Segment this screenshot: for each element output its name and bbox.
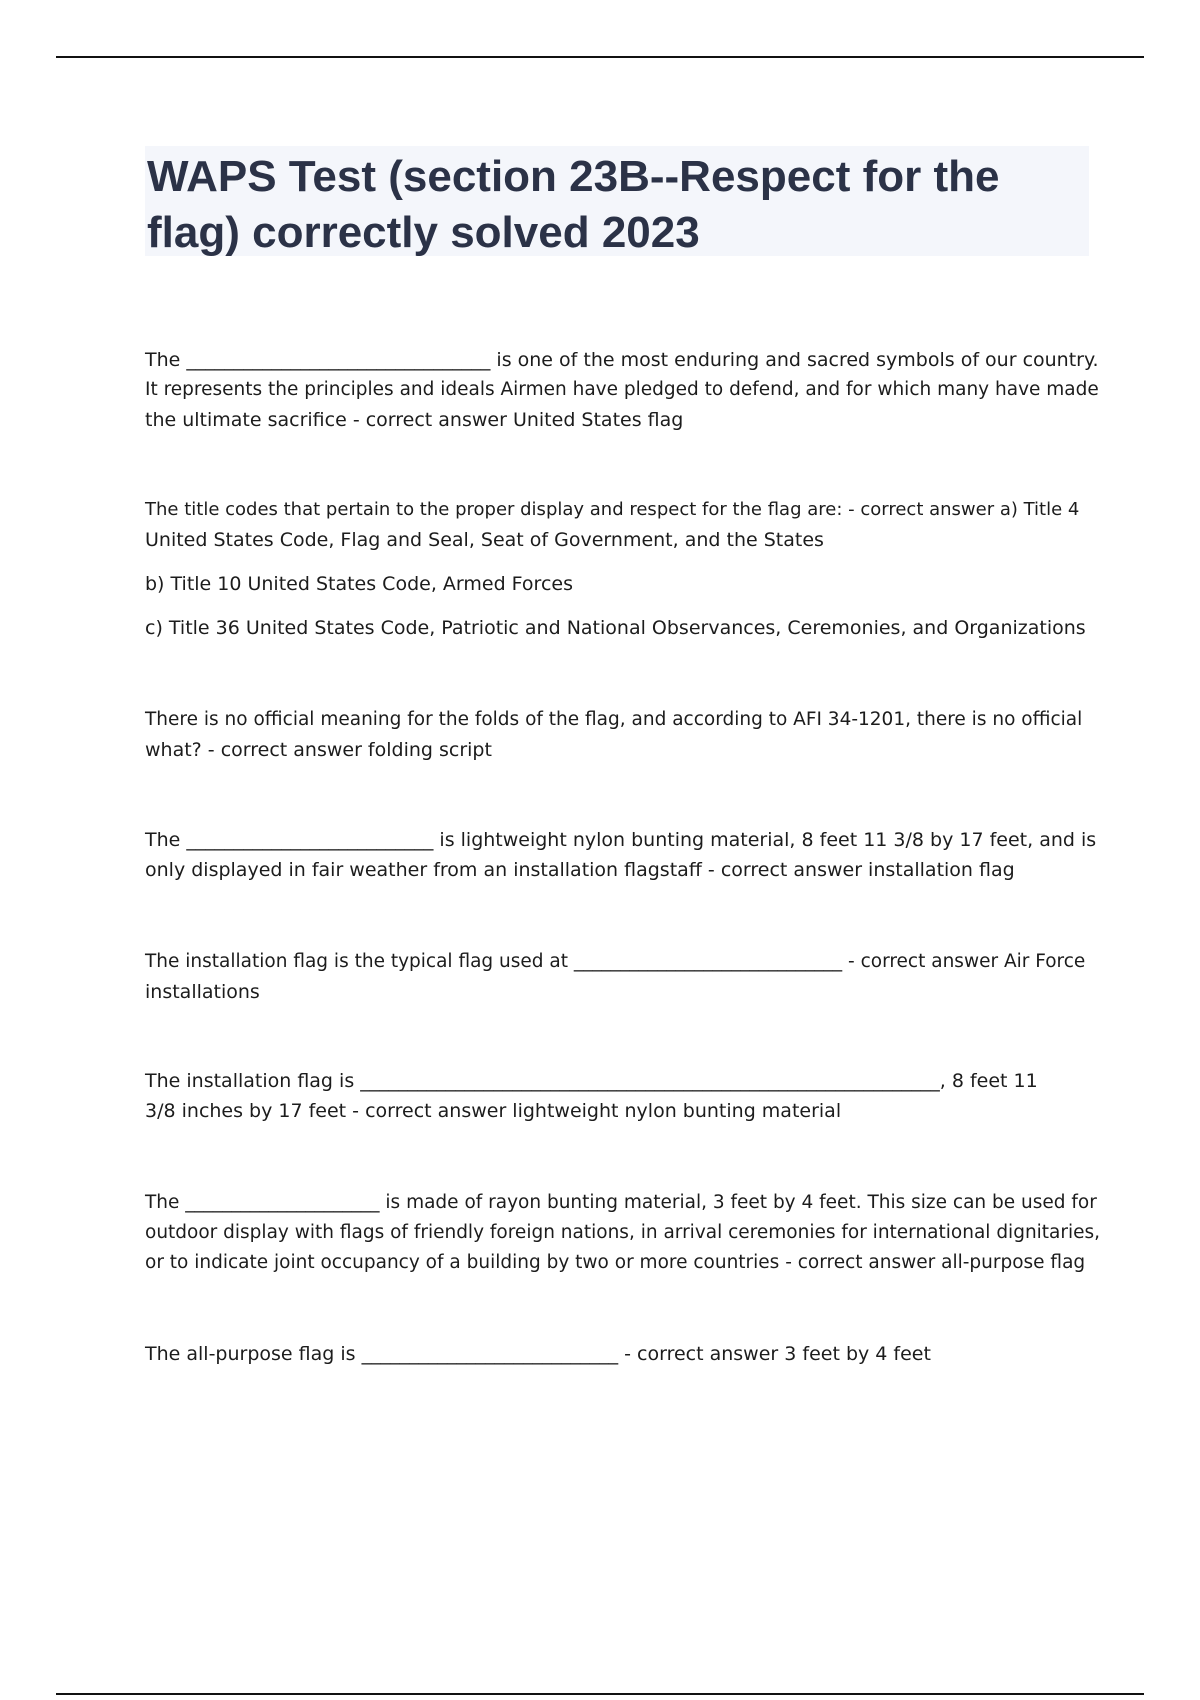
title-block <box>145 146 1089 256</box>
title-line-1: WAPS Test (section 23B--Respect for the <box>147 152 1000 201</box>
answer-sub-item: c) Title 36 United States Code, Patriotic and National Observances, Ceremonies, and Organizations <box>145 617 1086 639</box>
question-line: the ultimate sacrifice - correct answer United States flag <box>145 409 684 431</box>
question-line: only displayed in fair weather from an installation flagstaff - correct answer installation flag <box>145 859 1015 881</box>
qa-item-6 <box>145 1066 1095 1126</box>
qa-item-2 <box>145 495 1095 643</box>
question-line: The installation flag is _____________________________________________________________, 8 feet 11 <box>145 1070 1038 1092</box>
bottom-rule <box>56 1693 1144 1695</box>
document-title <box>147 149 1087 261</box>
question-line: or to indicate joint occupancy of a building by two or more countries - correct answer all-purpose flag <box>145 1252 1086 1273</box>
question-line: The title codes that pertain to the proper display and respect for the flag are: - correct answer a) Title 4 <box>145 499 1080 520</box>
question-line: There is no official meaning for the folds of the flag, and according to AFI 34-1201, there is no official <box>145 709 1083 730</box>
question-line: The ________________________________ is one of the most enduring and sacred symbols of our country. <box>145 349 1099 371</box>
qa-item-7 <box>145 1188 1101 1278</box>
title-line-2: flag) correctly solved 2023 <box>147 208 700 257</box>
qa-item-5 <box>145 947 1095 1007</box>
question-line: The all-purpose flag is ___________________________ - correct answer 3 feet by 4 feet <box>145 1343 931 1365</box>
question-line: It represents the principles and ideals Airmen have pledged to defend, and for which many have made <box>145 379 1099 400</box>
question-line: United States Code, Flag and Seal, Seat of Government, and the States <box>145 529 824 551</box>
qa-item-4 <box>145 825 1095 885</box>
qa-item-3 <box>145 705 1095 765</box>
top-rule <box>56 56 1144 58</box>
question-line: The __________________________ is lightweight nylon bunting material, 8 feet 11 3/8 by 17 feet, and is <box>145 829 1097 851</box>
qa-item-1 <box>145 345 1099 435</box>
question-line: The _____________________ is made of rayon bunting material, 3 feet by 4 feet. This size can be used for <box>145 1192 1097 1213</box>
question-line: The installation flag is the typical flag used at _____________________________ - correct answer Air Force <box>145 951 1086 972</box>
answer-sub-item: b) Title 10 United States Code, Armed Forces <box>145 573 573 595</box>
question-line: 3/8 inches by 17 feet - correct answer lightweight nylon bunting material <box>145 1100 842 1122</box>
question-line: installations <box>145 981 260 1003</box>
question-line: outdoor display with flags of friendly foreign nations, in arrival ceremonies for international dignitaries, <box>145 1222 1101 1243</box>
qa-item-8 <box>145 1339 1095 1369</box>
question-line: what? - correct answer folding script <box>145 739 492 761</box>
